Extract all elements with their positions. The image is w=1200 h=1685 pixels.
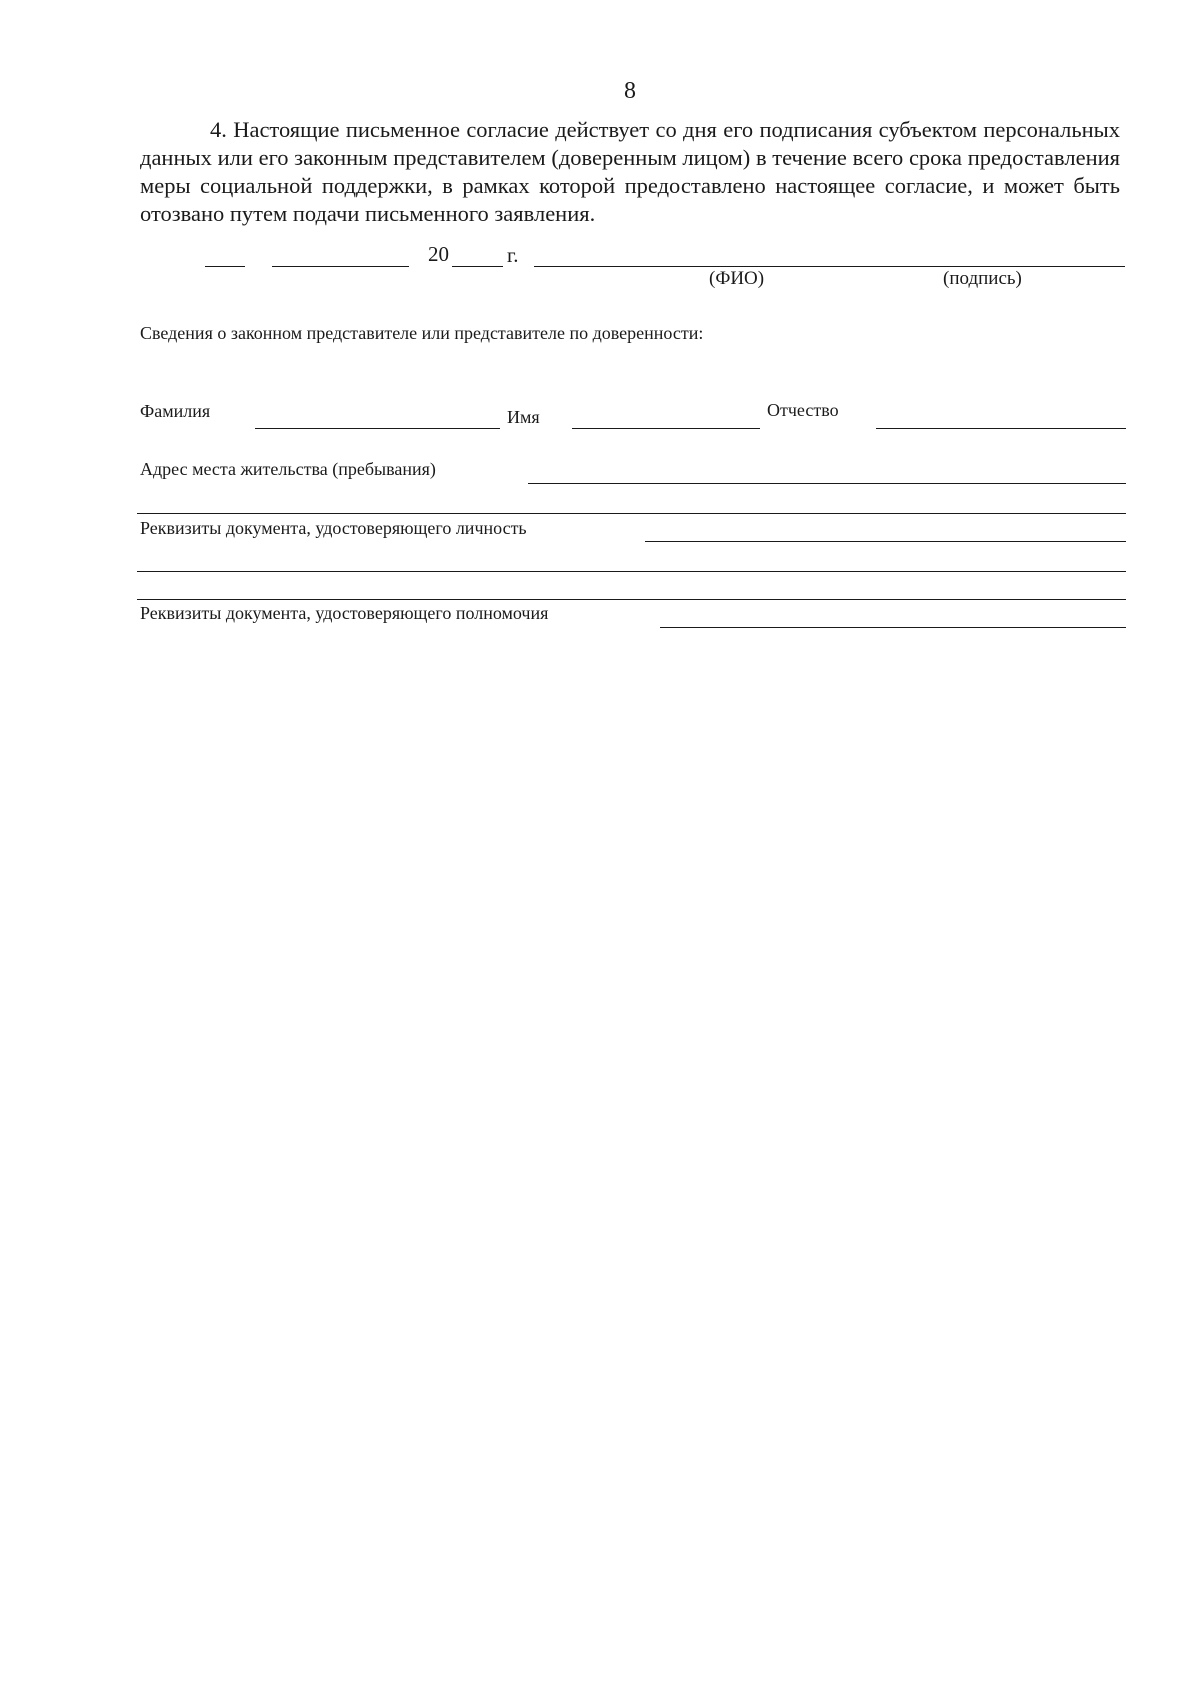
signature-caption: (подпись) [943,268,1022,289]
name-label: Имя [507,407,540,427]
authority-doc-field[interactable] [660,627,1126,628]
address-field-continued[interactable] [137,513,1126,514]
surname-field[interactable] [255,428,500,429]
year-blank[interactable] [452,266,503,267]
representative-heading: Сведения о законном представителе или представителе по доверенности: [140,323,704,343]
year-prefix: 20 [428,242,449,266]
separator-line[interactable] [137,599,1126,600]
month-blank[interactable] [272,266,409,267]
fio-caption: (ФИО) [709,268,765,289]
address-field[interactable] [528,483,1126,484]
identity-doc-field-continued[interactable] [137,571,1126,572]
address-label: Адрес места жительства (пребывания) [140,459,436,479]
identity-doc-field[interactable] [645,541,1126,542]
name-field[interactable] [572,428,760,429]
fio-signature-blank[interactable] [534,266,1125,267]
consent-paragraph: 4. Настоящие письменное согласие действует со дня его подписания субъектом персональных данных или его законным представителем (доверенным лицом) в течение всего срока предоставления меры социальной поддержки, в рамках которой предоставлено настоящее согласие, и может быть отозвано путем подачи письменного заявления. [140,117,1120,226]
surname-label: Фамилия [140,401,211,421]
year-suffix: г. [507,243,519,267]
patronymic-field[interactable] [876,428,1126,429]
identity-doc-label: Реквизиты документа, удостоверяющего личность [140,518,527,538]
authority-doc-label: Реквизиты документа, удостоверяющего полномочия [140,603,549,623]
page-number: 8 [624,78,636,104]
day-blank[interactable] [205,266,245,267]
patronymic-label: Отчество [767,400,839,420]
